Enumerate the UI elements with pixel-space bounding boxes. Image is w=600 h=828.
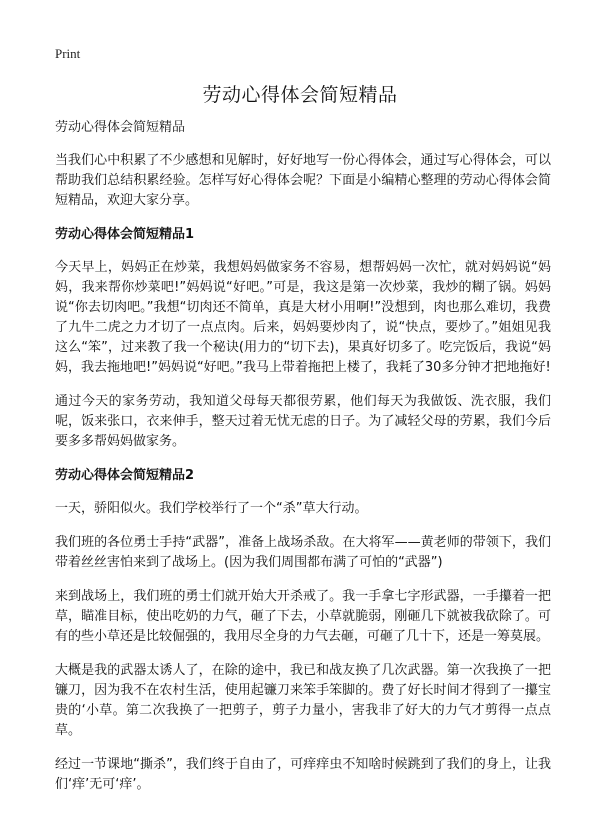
- article-subtitle: 劳动心得体会简短精品: [55, 120, 186, 135]
- section1-paragraph-2: 通过今天的家务劳动，我知道父母每天都很劳累，他们每天为我做饭、洗衣服，我们呢，饭来张口，衣来伸手，整天过着无忧无虑的日子。为了减轻父母的劳累，我们今后要多多帮妈妈做家务。: [55, 394, 551, 449]
- section1-paragraph-1: 今天早上，妈妈正在炒菜，我想妈妈做家务不容易，想帮妈妈一次忙，就对妈妈说“妈妈，我来帮你炒菜吧!”妈妈说“好吧。”可是，我这是第一次炒菜，我炒的糊了锅。妈妈说“你去切肉吧。”我想“切肉还不简单，真是大材小用啊!”没想到，肉也那么难切，我费了九牛二虎之力才切了一点点肉。后来，妈妈要炒肉了，说“快点，要炒了。”姐姐见我这么“笨”，过来教了我一个秘诀(用力的“切下去)，果真好切多了。吃完饭后，我说“妈妈，我去拖地吧!”妈妈说“好吧。”我马上带着拖把上楼了，我耗了30多分钟才把地拖好!: [55, 260, 551, 375]
- section-heading-2: 劳动心得体会简短精品2: [55, 468, 195, 483]
- section2-paragraph-2: 我们班的各位勇士手持“武器”，准备上战场杀敌。在大将军——黄老师的带领下，我们带着丝丝害怕来到了战场上。(因为我们周围都布满了可怕的“武器”): [55, 535, 551, 570]
- section2-paragraph-5: 经过一节课地“撕杀”，我们终于自由了，可痒痒虫不知啥时候跳到了我们的身上，让我们‘痒’无可‘痒’。: [55, 757, 551, 792]
- page-title: 劳动心得体会简短精品: [202, 84, 398, 106]
- section2-paragraph-3: 来到战场上，我们班的勇士们就开始大开杀戒了。我一手拿七字形武器，一手攥着一把草，瞄准目标，使出吃奶的力气，砸了下去，小草就脆弱，刚砸几下就被我砍除了。可有的些小草还是比较倔强的，我用尽全身的力气去砸，可砸了几十下，还是一筹莫展。: [55, 589, 551, 644]
- print-link[interactable]: Print: [55, 46, 81, 61]
- section2-paragraph-4: 大概是我的武器太诱人了，在除的途中，我已和战友换了几次武器。第一次我换了一把镰刀，因为我不在农村生活，使用起镰刀来笨手笨脚的。费了好长时间才得到了一攥宝贵的‘小草。第二次我换了一把剪子，剪子力量小，害我非了好大的力气才剪得一点点草。: [55, 663, 551, 738]
- section2-paragraph-1: 一天，骄阳似火。我们学校举行了一个“杀”草大行动。: [55, 501, 368, 516]
- intro-paragraph: 当我们心中积累了不少感想和见解时，好好地写一份心得体会，通过写心得体会，可以帮助我们总结积累经验。怎样写好心得体会呢？下面是小编精心整理的劳动心得体会简短精品，欢迎大家分享。: [55, 153, 551, 208]
- article-body: [55, 118, 551, 809]
- section-heading-1: 劳动心得体会简短精品1: [55, 227, 195, 242]
